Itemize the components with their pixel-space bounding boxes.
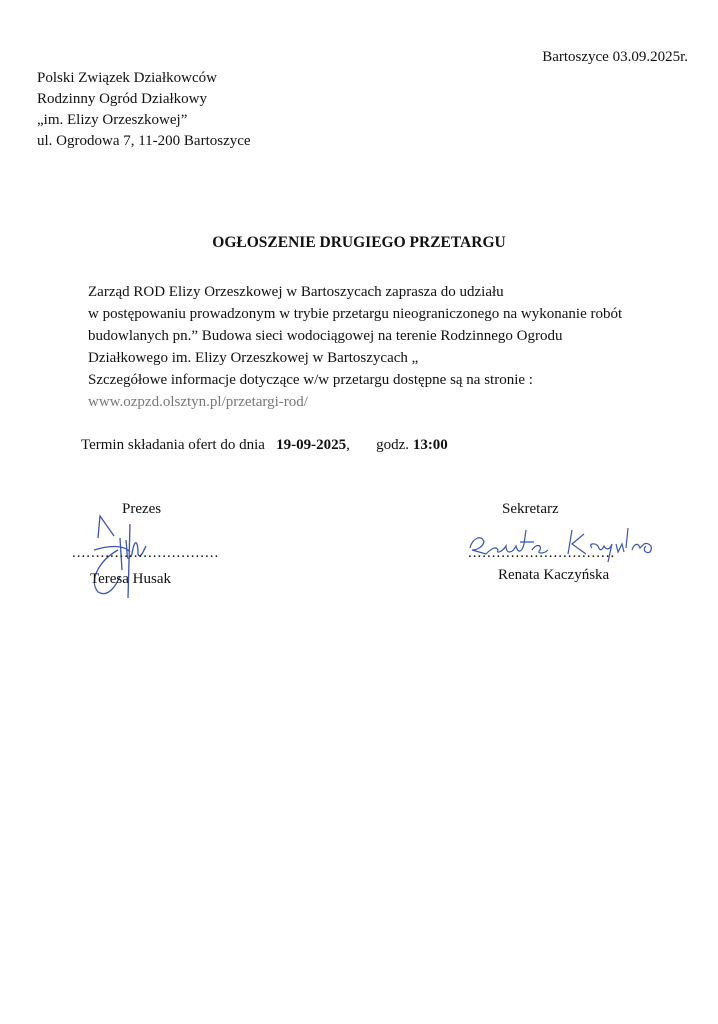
body-line: Szczegółowe informacje dotyczące w/w przetargu dostępne są na stronie : bbox=[88, 372, 533, 388]
document-title: OGŁOSZENIE DRUGIEGO PRZETARGU bbox=[212, 234, 506, 251]
sender-line: Rodzinny Ogród Działkowy bbox=[37, 91, 207, 107]
announcement-body bbox=[88, 281, 622, 413]
tender-url-link[interactable]: www.ozpzd.olsztyn.pl/przetargi-rod/ bbox=[88, 394, 308, 410]
body-line: Działkowego im. Elizy Orzeszkowej w Bartoszycach „ bbox=[88, 350, 419, 366]
sender-line: Polski Związek Działkowców bbox=[37, 70, 217, 86]
secretary-signature-line: ............................... bbox=[468, 545, 616, 561]
deadline bbox=[81, 437, 448, 454]
body-line: budowlanych pn.” Budowa sieci wodociągowej na terenie Rodzinnego Ogrodu bbox=[88, 328, 563, 344]
deadline-date: 19-09-2025 bbox=[276, 437, 347, 453]
deadline-label: Termin składania ofert do dnia bbox=[81, 437, 265, 453]
deadline-time: 13:00 bbox=[412, 437, 448, 453]
president-role: Prezes bbox=[122, 501, 162, 517]
body-line: w postępowaniu prowadzonym w trybie przetargu nieograniczonego na wykonanie robót bbox=[88, 306, 623, 322]
sender-line: ul. Ogrodowa 7, 11-200 Bartoszyce bbox=[37, 133, 251, 149]
body-line: Zarząd ROD Elizy Orzeszkowej w Bartoszycach zaprasza do udziału bbox=[88, 284, 504, 300]
sender-address bbox=[37, 68, 251, 152]
secretary-name: Renata Kaczyńska bbox=[498, 567, 610, 583]
deadline-comma: , bbox=[346, 437, 350, 453]
sender-line: „im. Elizy Orzeszkowej” bbox=[37, 112, 188, 128]
president-name: Teresa Husak bbox=[90, 571, 171, 587]
president-signature-line: ............................... bbox=[72, 545, 220, 561]
deadline-time-label: godz. bbox=[376, 437, 410, 453]
secretary-role: Sekretarz bbox=[502, 501, 559, 517]
document-date: Bartoszyce 03.09.2025r. bbox=[542, 49, 688, 65]
